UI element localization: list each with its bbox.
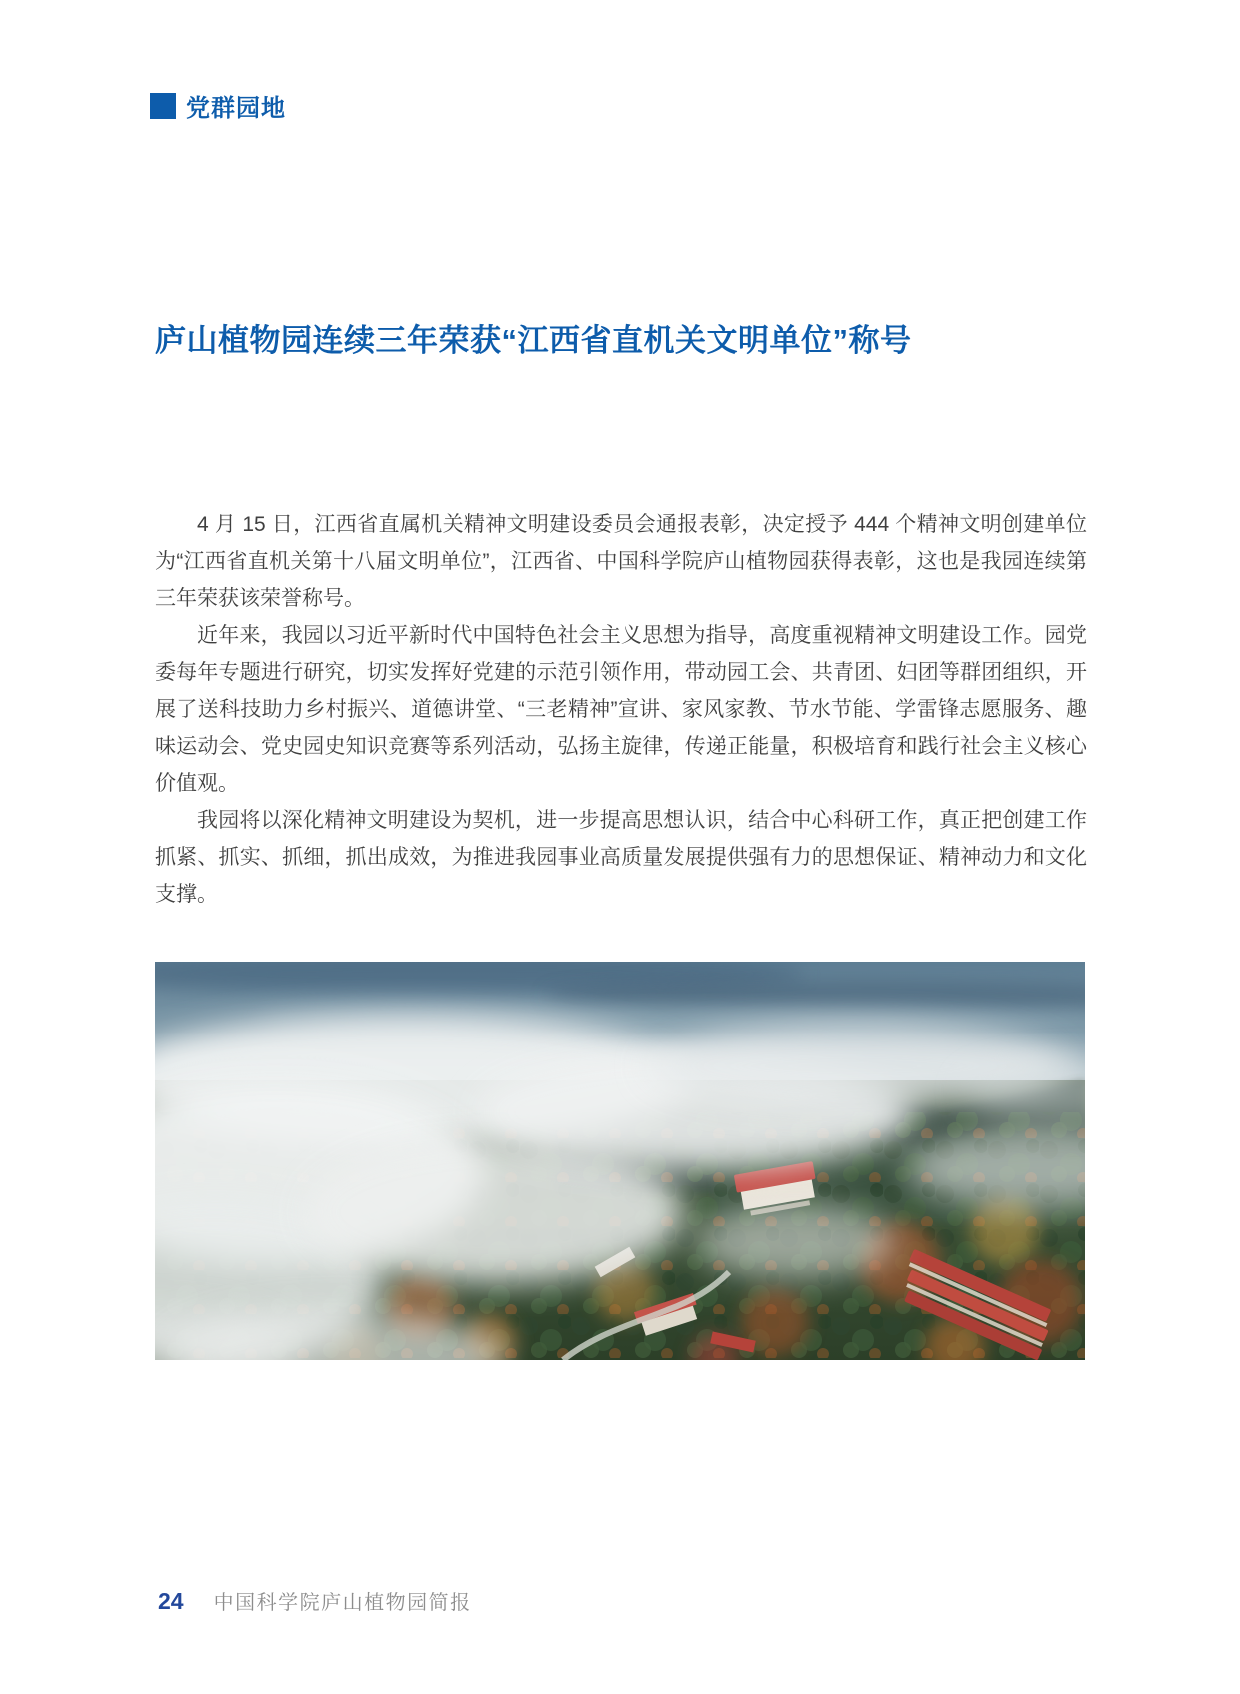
article-paragraph-1: 4 月 15 日，江西省直属机关精神文明建设委员会通报表彰，决定授予 444 个精神文明创建单位为“江西省直机关第十八届文明单位”，江西省、中国科学院庐山植物园获得表彰，这也是我园连续第三年荣获该荣誉称号。 bbox=[155, 513, 1087, 610]
article-paragraph-2: 近年来，我园以习近平新时代中国特色社会主义思想为指导，高度重视精神文明建设工作。园党委每年专题进行研究，切实发挥好党建的示范引领作用，带动园工会、共青团、妇团等群团组织，开展了送科技助力乡村振兴、道德讲堂、“三老精神”宣讲、家风家教、节水节能、学雷锋志愿服务、趣味运动会、党史园史知识竞赛等系列活动，弘扬主旋律，传递正能量，积极培育和践行社会主义核心价值观。 bbox=[155, 624, 1087, 795]
section-header bbox=[150, 88, 286, 123]
aerial-photo-illustration bbox=[155, 962, 1085, 1360]
article-paragraph-3: 我园将以深化精神文明建设为契机，进一步提高思想认识，结合中心科研工作，真正把创建工作抓紧、抓实、抓细，抓出成效，为推进我园事业高质量发展提供强有力的思想保证、精神动力和文化支撑。 bbox=[155, 809, 1087, 906]
page-footer bbox=[158, 1586, 472, 1615]
section-tag-square-icon bbox=[150, 93, 176, 119]
section-tag-label: 党群园地 bbox=[186, 95, 286, 122]
article-title: 庐山植物园连续三年荣获“江西省直机关文明单位”称号 bbox=[155, 323, 912, 358]
article-body bbox=[155, 506, 1087, 913]
article-photo bbox=[155, 962, 1085, 1360]
publication-name: 中国科学院庐山植物园简报 bbox=[213, 1592, 472, 1614]
page-number: 24 bbox=[158, 1588, 184, 1614]
